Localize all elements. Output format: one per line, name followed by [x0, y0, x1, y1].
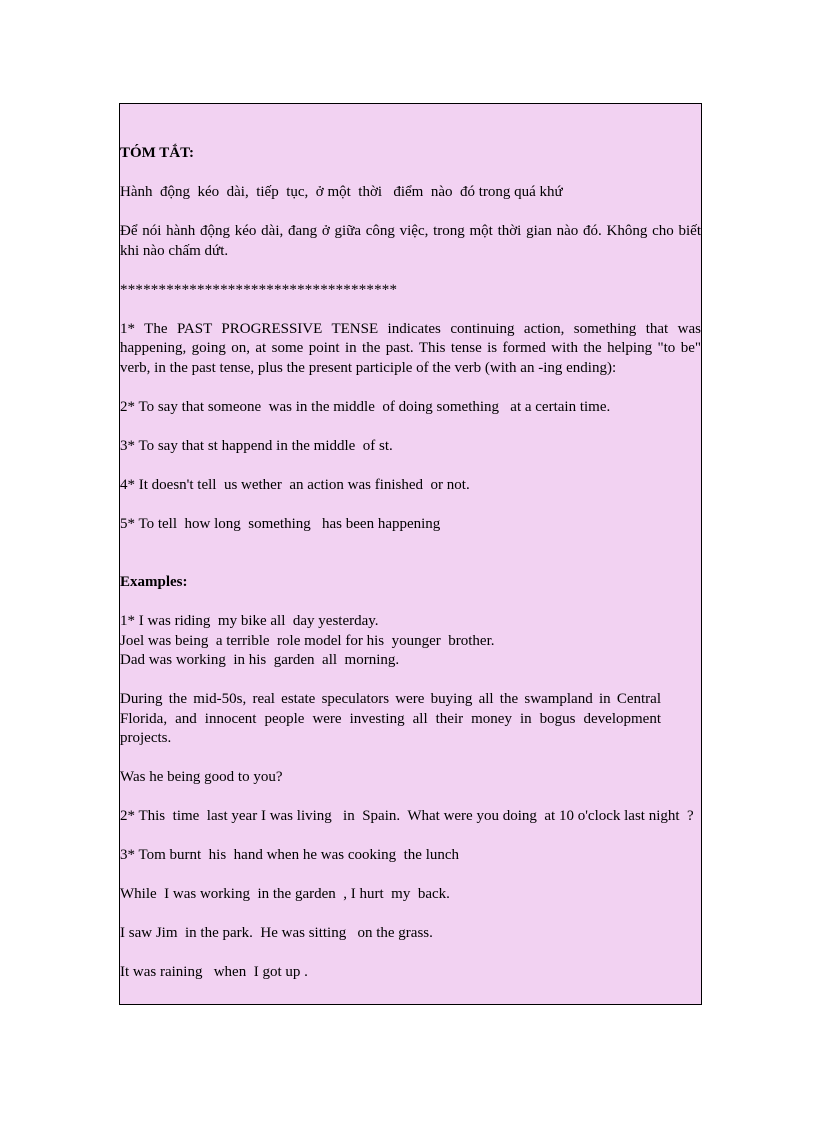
examples-heading: Examples: — [120, 574, 188, 590]
example-5: 3* Tom burnt his hand when he was cooking the lunch — [120, 847, 460, 863]
example-7: I saw Jim in the park. He was sitting on the grass. — [120, 925, 433, 941]
example-1b: Joel was being a terrible role model for his younger brother. — [120, 632, 495, 649]
example-6: While I was working in the garden , I hurt my back. — [120, 886, 450, 902]
rule-1: 1* The PAST PROGRESSIVE TENSE indicates continuing action, something that was happening, going on, at some point in the past. This tense is formed with the helping "to be" verb, in the past tense, plus the present participle of the verb (with an -ing ending): — [120, 320, 701, 376]
document-content-box — [119, 103, 702, 1005]
example-2: During the mid-50s, real estate speculators were buying all the swampland in Central Florida, and innocent people were investing all their money in bogus development projects. — [120, 691, 661, 746]
example-8: It was raining when I got up . — [120, 964, 308, 980]
example-1a: 1* I was riding my bike all day yesterday. — [120, 613, 379, 629]
summary-heading: TÓM TẮT: — [120, 145, 195, 161]
rule-4: 4* It doesn't tell us wether an action was finished or not. — [120, 476, 470, 493]
summary-line-2: Để nói hành động kéo dài, đang ở giữa công việc, trong một thời gian nào đó. Không cho biết khi nào chấm dứt. — [120, 223, 701, 259]
example-1c: Dad was working in his garden all morning. — [120, 652, 400, 668]
example-4: 2* This time last year I was living in Spain. What were you doing at 10 o'clock last night ? — [120, 808, 694, 824]
example-3: Was he being good to you? — [120, 769, 283, 785]
rule-2: 2* To say that someone was in the middle of doing something at a certain time. — [120, 398, 611, 415]
summary-line-1: Hành động kéo dài, tiếp tục, ở một thời điểm nào đó trong quá khứ — [120, 184, 563, 200]
rule-3: 3* To say that st happend in the middle of st. — [120, 437, 393, 454]
separator-line: ************************************ — [120, 281, 398, 298]
rule-5: 5* To tell how long something has been happening — [120, 515, 441, 532]
